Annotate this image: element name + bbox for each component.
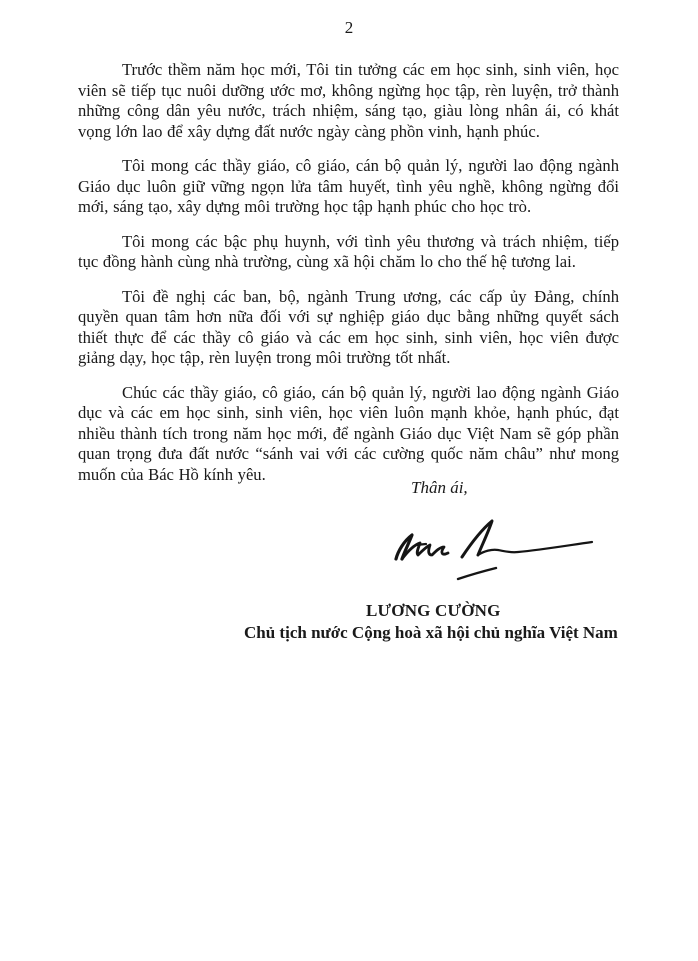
- handwritten-signature: [388, 515, 603, 585]
- signer-name: LƯƠNG CƯỜNG: [366, 601, 501, 620]
- page-number: 2: [344, 18, 354, 37]
- letter-body: [78, 60, 619, 499]
- paragraph-4: Tôi đề nghị các ban, bộ, ngành Trung ương, các cấp ủy Đảng, chính quyền quan tâm hơn nữa đối với sự nghiệp giáo dục bằng những quyết sách thiết thực để các thầy cô giáo và các em học sinh, sinh viên, học viên được giảng dạy, học tập, rèn luyện trong môi trường tốt nhất.: [78, 286, 619, 367]
- paragraph-1: Trước thềm năm học mới, Tôi tin tưởng các em học sinh, sinh viên, học viên sẽ tiếp tục nuôi dưỡng ước mơ, không ngừng học tập, rèn luyện, trở thành những công dân yêu nước, trách nhiệm, sáng tạo, giàu lòng nhân ái, có khát vọng lớn lao để xây dựng đất nước ngày càng phồn vinh, hạnh phúc.: [78, 60, 619, 141]
- paragraph-3: Tôi mong các bậc phụ huynh, với tình yêu thương và trách nhiệm, tiếp tục đồng hành cùng nhà trường, cùng xã hội chăm lo cho thế hệ tương lai.: [78, 231, 619, 271]
- signer-title: Chủ tịch nước Cộng hoà xã hội chủ nghĩa Việt Nam: [244, 623, 618, 642]
- closing-salutation: Thân ái,: [411, 478, 468, 497]
- paragraph-2: Tôi mong các thầy giáo, cô giáo, cán bộ quản lý, người lao động ngành Giáo dục luôn giữ vững ngọn lửa tâm huyết, tình yêu nghề, không ngừng đổi mới, sáng tạo, xây dựng môi trường học tập hạnh phúc cho học trò.: [78, 156, 619, 216]
- paragraph-5: Chúc các thầy giáo, cô giáo, cán bộ quản lý, người lao động ngành Giáo dục và các em học sinh, sinh viên, học viên luôn mạnh khỏe, hạnh phúc, đạt nhiều thành tích trong năm học mới, để ngành Giáo dục Việt Nam sẽ góp phần quan trọng đưa đất nước “sánh vai với các cường quốc năm châu” như mong muốn của Bác Hồ kính yêu.: [78, 382, 619, 484]
